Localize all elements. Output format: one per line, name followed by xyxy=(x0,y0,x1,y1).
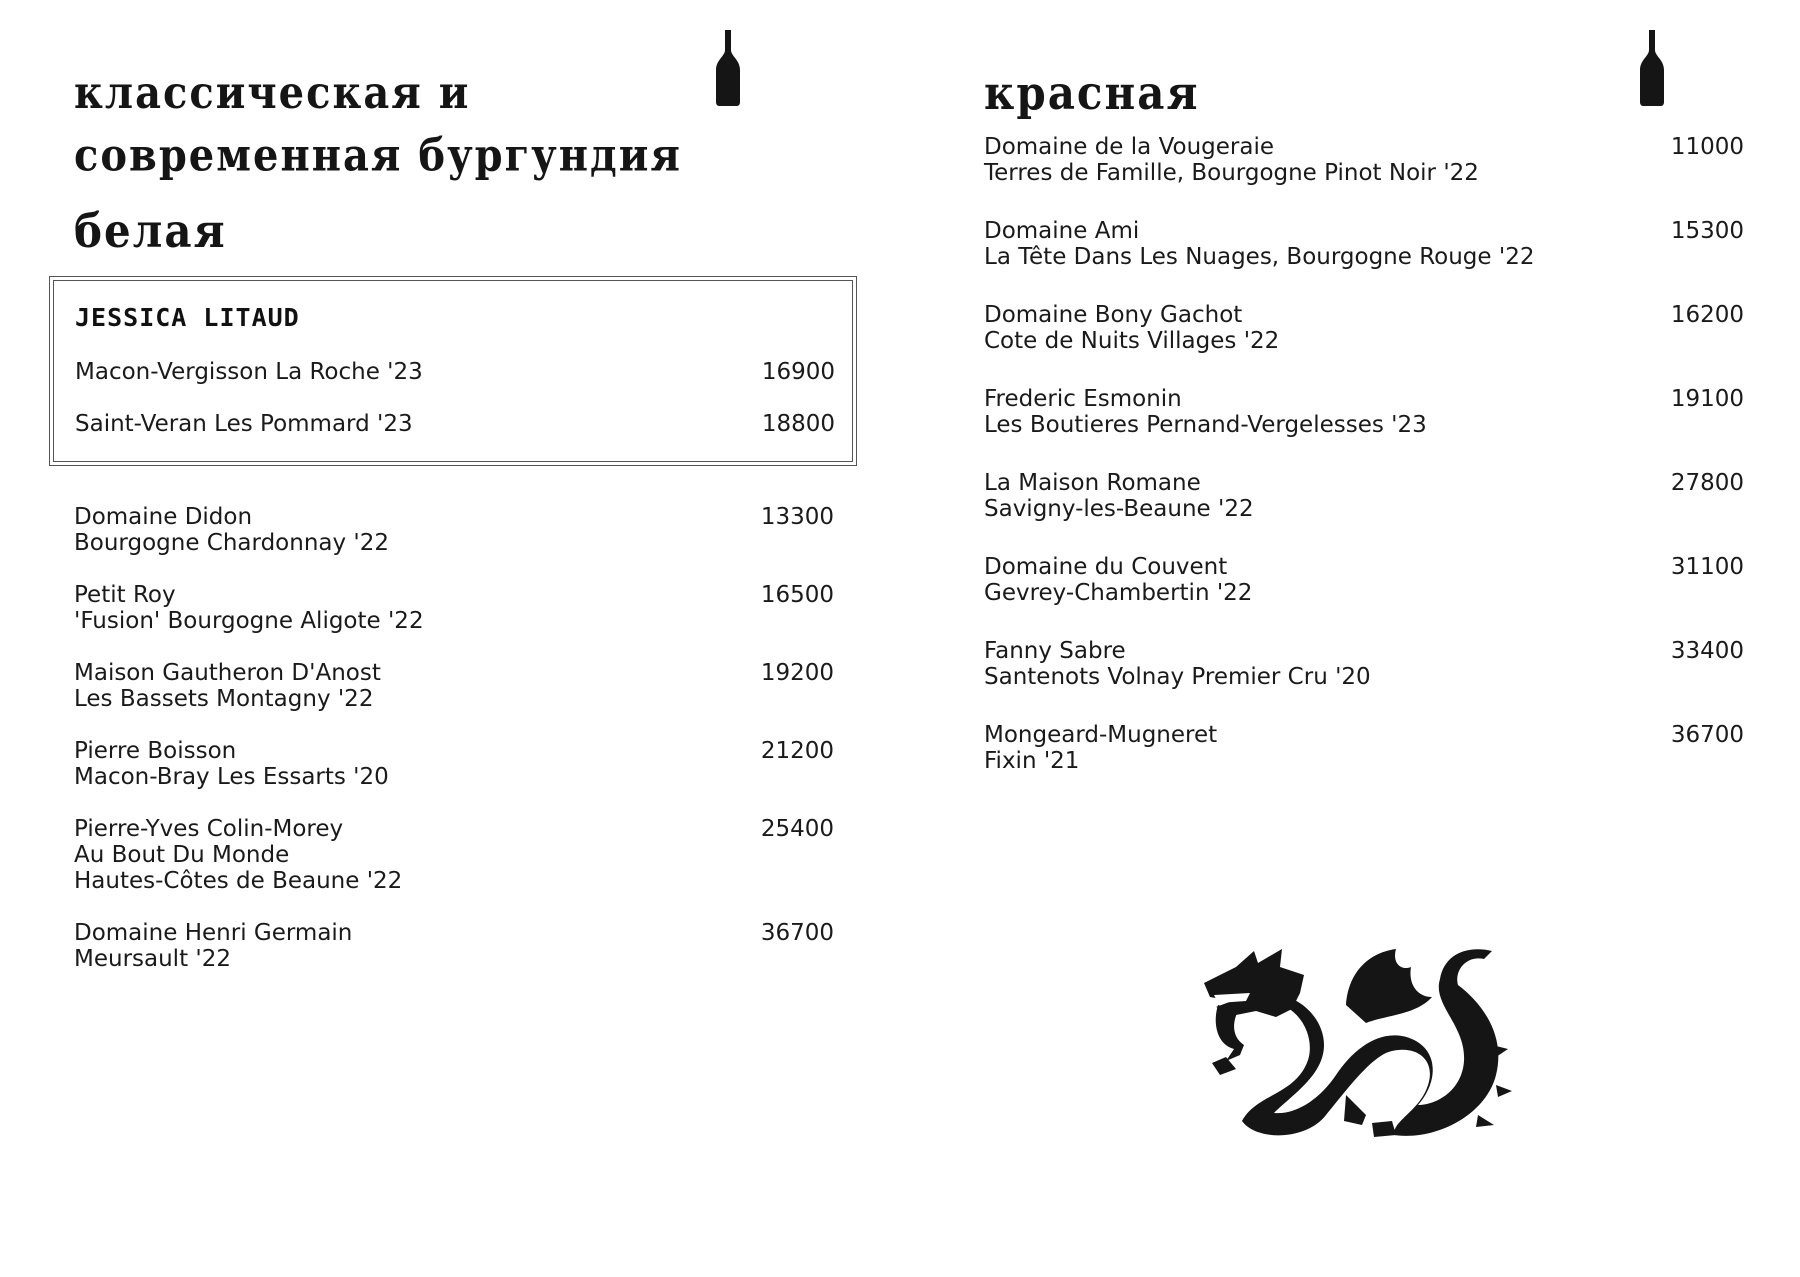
page-title: классическая и современная бургундия xyxy=(74,66,682,182)
wine-cuvee: Cote de Nuits Villages '22 xyxy=(984,328,1280,354)
wine-producer: Mongeard-Mugneret xyxy=(984,722,1218,748)
wine-producer: Domaine Didon xyxy=(74,504,253,530)
wine-price: 31100 xyxy=(1670,554,1744,580)
wine-price: 36700 xyxy=(1670,722,1744,748)
wine-producer: Maison Gautheron D'Anost xyxy=(74,660,381,686)
section-title-red: красная xyxy=(984,65,1200,121)
wine-producer: Domaine Bony Gachot xyxy=(984,302,1243,328)
wine-price: 19100 xyxy=(1670,386,1744,412)
wine-cuvee: Savigny-les-Beaune '22 xyxy=(984,496,1254,522)
wine-price: 21200 xyxy=(760,738,834,764)
wine-price: 16500 xyxy=(760,582,834,608)
wine-cuvee: Hautes-Côtes de Beaune '22 xyxy=(74,868,403,894)
wine-producer: Domaine Henri Germain xyxy=(74,920,353,946)
wine-cuvee: Meursault '22 xyxy=(74,946,231,972)
wine-price: 16900 xyxy=(761,359,835,385)
wine-cuvee: 'Fusion' Bourgogne Aligote '22 xyxy=(74,608,424,634)
wine-price: 13300 xyxy=(760,504,834,530)
wine-cuvee: Les Boutieres Pernand-Vergelesses '23 xyxy=(984,412,1427,438)
wine-cuvee: Gevrey-Chambertin '22 xyxy=(984,580,1253,606)
wine-price: 36700 xyxy=(760,920,834,946)
wine-producer: Petit Roy xyxy=(74,582,176,608)
wine-cuvee: Les Bassets Montagny '22 xyxy=(74,686,374,712)
dragon-icon xyxy=(1196,945,1514,1141)
wine-bottle-icon xyxy=(1638,30,1666,106)
wine-cuvee: Fixin '21 xyxy=(984,748,1080,774)
wine-producer: Domaine Ami xyxy=(984,218,1140,244)
wine-producer: Domaine de la Vougeraie xyxy=(984,134,1275,160)
wine-price: 33400 xyxy=(1670,638,1744,664)
wine-price: 16200 xyxy=(1670,302,1744,328)
wine-price: 19200 xyxy=(760,660,834,686)
wine-producer: Pierre-Yves Colin-Morey xyxy=(74,816,344,842)
wine-price: 11000 xyxy=(1670,134,1744,160)
wine-name: Saint-Veran Les Pommard '23 xyxy=(75,411,413,437)
section-title-white: белая xyxy=(74,203,227,259)
wine-producer: Domaine du Couvent xyxy=(984,554,1228,580)
wine-price: 27800 xyxy=(1670,470,1744,496)
wine-producer: La Maison Romane xyxy=(984,470,1201,496)
wine-price: 25400 xyxy=(760,816,834,842)
wine-producer: Fanny Sabre xyxy=(984,638,1126,664)
wine-cuvee: La Tête Dans Les Nuages, Bourgogne Rouge '22 xyxy=(984,244,1535,270)
wine-producer: Frederic Esmonin xyxy=(984,386,1182,412)
wine-price: 18800 xyxy=(761,411,835,437)
wine-price: 15300 xyxy=(1670,218,1744,244)
wine-cuvee: Macon-Bray Les Essarts '20 xyxy=(74,764,389,790)
wine-cuvee: Au Bout Du Monde xyxy=(74,842,290,868)
wine-cuvee: Terres de Famille, Bourgogne Pinot Noir '22 xyxy=(984,160,1479,186)
wine-cuvee: Santenots Volnay Premier Cru '20 xyxy=(984,664,1371,690)
featured-producer-box xyxy=(49,276,857,466)
wine-cuvee: Bourgogne Chardonnay '22 xyxy=(74,530,390,556)
wine-name: Macon-Vergisson La Roche '23 xyxy=(75,359,423,385)
wine-producer: Pierre Boisson xyxy=(74,738,237,764)
featured-producer-name: JESSICA LITAUD xyxy=(75,303,300,332)
wine-bottle-icon xyxy=(714,30,742,106)
